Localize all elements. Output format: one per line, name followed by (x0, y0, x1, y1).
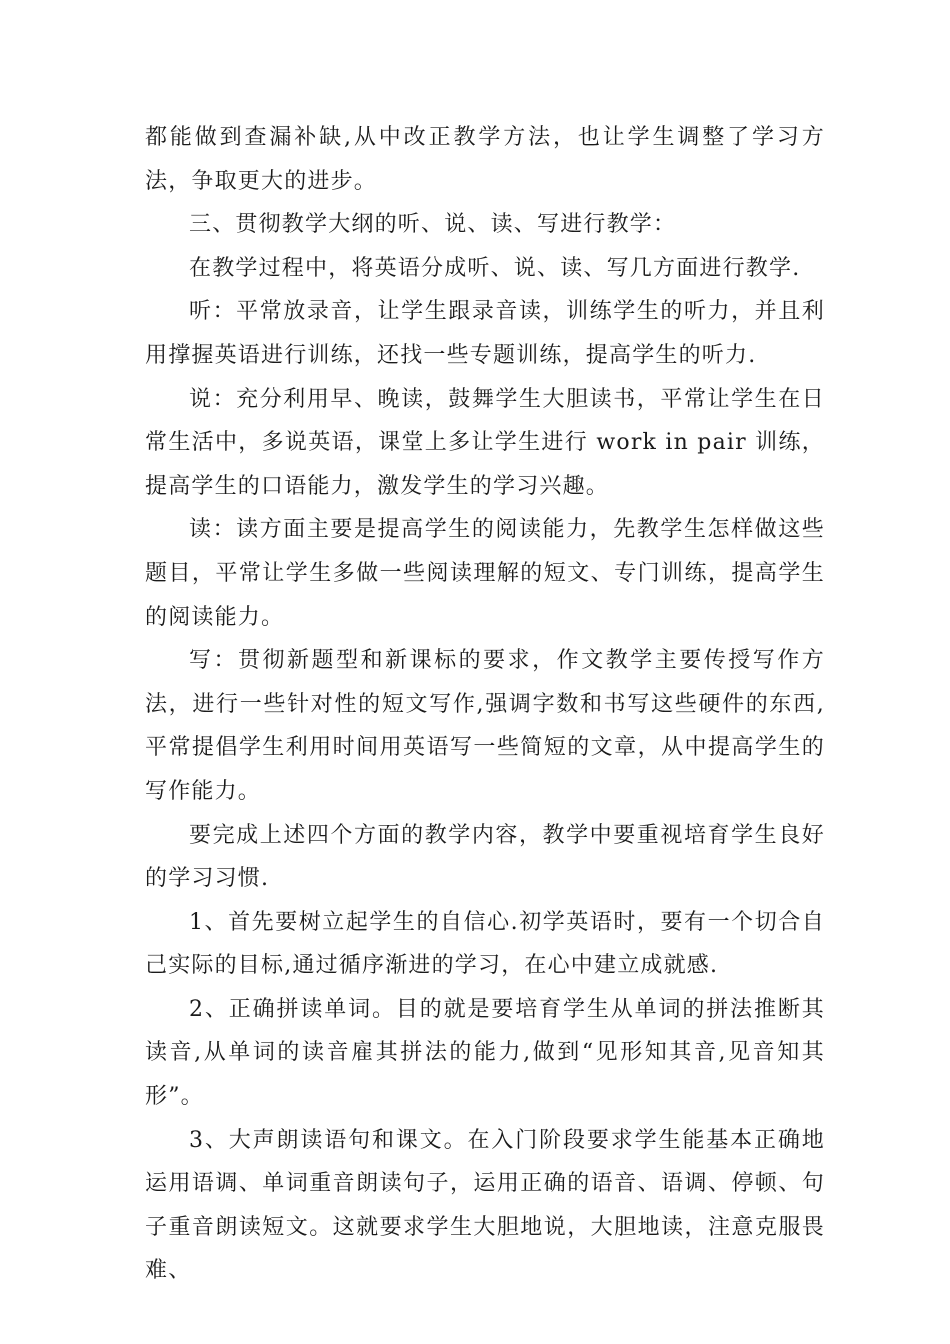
document-body (145, 116, 825, 1293)
paragraph-11: 3、大声朗读语句和课文。在入门阶段要求学生能基本正确地运用语调、单词重音朗读句子，运用正确的语音、语调、停顿、句子重音朗读短文。这就要求学生大胆地说，大胆地读，注意克服畏难、 (145, 1127, 825, 1284)
paragraph-1: 都能做到查漏补缺,从中改正教学方法，也让学生调整了学习方法，争取更大的进步。 (145, 125, 825, 194)
paragraph-9: 1、首先要树立起学生的自信心.初学英语时，要有一个切合自己实际的目标,通过循序渐进的学习，在心中建立成就感. (145, 909, 825, 979)
paragraph-5: 说：充分利用早、晚读，鼓舞学生大胆读书，平常让学生在日常生活中，多说英语，课堂上多让学生进行 work in pair 训练，提高学生的口语能力，激发学生的学习兴趣。 (145, 386, 825, 499)
paragraph-8: 要完成上述四个方面的教学内容，教学中要重视培育学生良好的学习习惯. (145, 822, 825, 892)
paragraph-10: 2、正确拼读单词。目的就是要培育学生从单词的拼法推断其读音,从单词的读音雇其拼法的能力,做到“见形知其音,见音知其形”。 (145, 996, 825, 1110)
paragraph-4: 听：平常放录音，让学生跟录音读，训练学生的听力，并且利用撑握英语进行训练，还找一些专题训练，提高学生的听力. (145, 299, 825, 368)
paragraph-2: 三、贯彻教学大纲的听、说、读、写进行教学： (189, 212, 677, 238)
paragraph-6: 读：读方面主要是提高学生的阅读能力，先教学生怎样做这些题目，平常让学生多做一些阅读理解的短文、专门训练，提高学生的阅读能力。 (145, 517, 825, 630)
paragraph-3: 在教学过程中，将英语分成听、说、读、写几方面进行教学. (189, 255, 801, 281)
paragraph-7: 写：贯彻新题型和新课标的要求，作文教学主要传授写作方法，进行一些针对性的短文写作,强调字数和书写这些硬件的东西,平常提倡学生利用时间用英语写一些简短的文章，从中提高学生的写作能力。 (145, 648, 825, 804)
